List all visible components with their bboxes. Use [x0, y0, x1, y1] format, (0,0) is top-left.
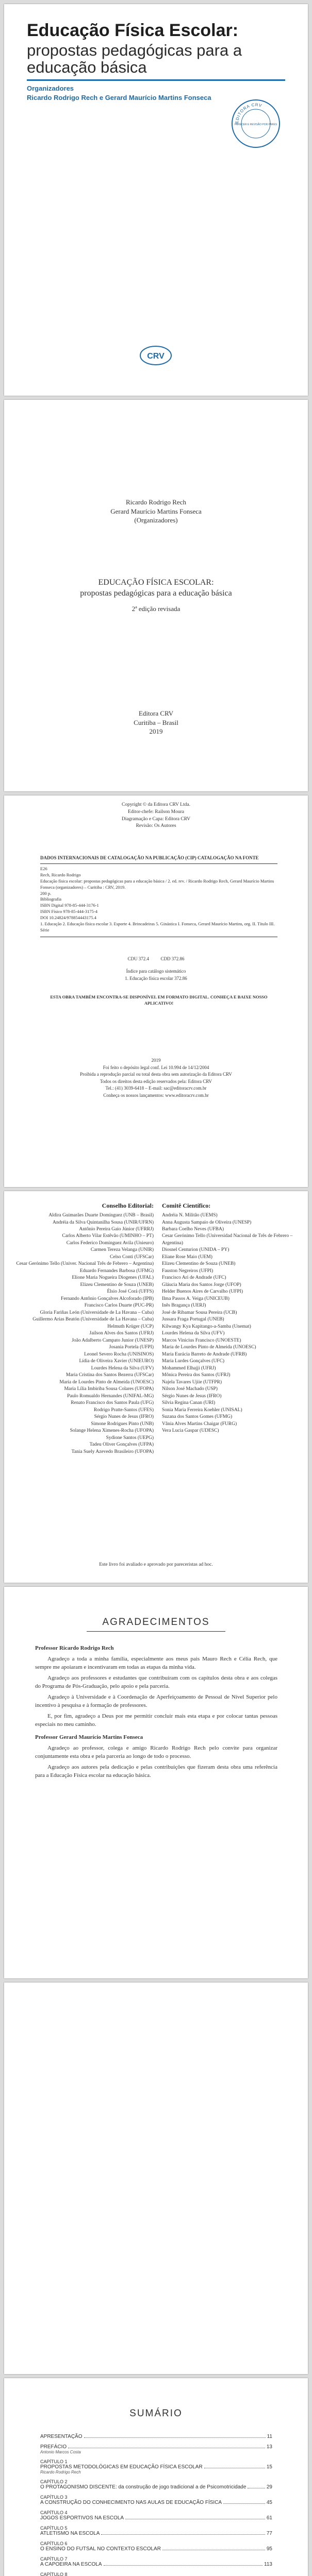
committee-member: Diosnel Centurion (UNIDA – PY) [162, 1247, 229, 1253]
committee-member: Inês Bragança (UERJ) [162, 1303, 206, 1309]
toc-entry[interactable] [40, 2572, 272, 2576]
editorial-member: Francisco Carlos Duarte (PUC-PR) [84, 1303, 154, 1309]
scientific-committee-title: Comitê Científico: [162, 1202, 211, 1209]
scientific-committee [162, 1201, 301, 1435]
editorial-member: Paulo Romualdo Hernandes (UNIFAL-MG) [67, 1393, 154, 1399]
committee-member: Maria Eurácia Barreto de Andrade (UFRB) [162, 1351, 247, 1357]
summary-title: SUMÁRIO [129, 2408, 183, 2419]
editorial-board [14, 1201, 154, 1455]
author-name: Ricardo Rodrigo Rech [126, 498, 186, 506]
acknowledgements-title: AGRADECIMENTOS [102, 1617, 210, 1628]
committee-member: Francisco Ari de Andrade (UFC) [162, 1275, 226, 1281]
copyright-lines [4, 802, 308, 830]
svg-text:PARECER E REVISÃO POR PARES: PARECER E REVISÃO POR PARES [234, 123, 277, 126]
toc-page-number: 13 [266, 2444, 272, 2450]
cdu-code: CDU 372.4 [127, 956, 149, 961]
publisher-info-line: Todos os direitos desta edição reservados pela: Editora CRV [100, 1078, 212, 1084]
committee-member: Vera Lucia Gaspar (UDESC) [162, 1428, 219, 1434]
toc-entry-title: ATLETISMO NA ESCOLA [40, 2531, 100, 2536]
toc-entry[interactable] [40, 2495, 272, 2505]
paragraph: E, por fim, agradeço a Deus por me permitir concluir mais esta etapa e por colocar tantas pessoas especiais no meu caminho. [35, 1713, 277, 1727]
editorial-member: Celso Conti (UFSCar) [110, 1254, 154, 1260]
index-title: Índice para catálogo sistemático [126, 969, 186, 974]
toc-entry[interactable] [40, 2510, 272, 2521]
toc-leader [104, 2565, 263, 2566]
toc-entry-title: O ENSINO DO FUTSAL NO CONTEXTO ESCOLAR [40, 2546, 161, 2552]
table-of-contents [40, 2434, 272, 2576]
editorial-member: Eduardo Fernandes Barbosa (UFMG) [79, 1268, 154, 1274]
committee-member: Suzana dos Santos Gomes (UFMG) [162, 1414, 233, 1420]
committee-member: Najela Tavares Ujiie (UTFPR) [162, 1379, 222, 1385]
committee-member: Lourdes Helena da Silva (UFV) [162, 1331, 225, 1336]
toc-chapter-number: CAPÍTULO 6 [40, 2541, 68, 2546]
toc-entry-authors: Ricardo Rodrigo Rech [40, 2470, 81, 2475]
title-underline [87, 1631, 225, 1632]
editorial-member: Aldira Guimarães Duarte Domínguez (UNB – Brasil) [48, 1213, 154, 1218]
cover-organizers-names: Ricardo Rodrigo Rech e Gerard Maurício Martins Fonseca [27, 94, 211, 101]
copyright-line: Diagramação e Capa: Editora CRV [121, 816, 191, 822]
acknowledgements-body [35, 1645, 277, 1783]
toc-chapter-number: CAPÍTULO 1 [40, 2459, 68, 2464]
editorial-member: Tadeu Oliver Gonçalves (UFPA) [89, 1442, 154, 1448]
cover-title: Educação Física Escolar: [27, 21, 239, 40]
editorial-member: Carmen Tereza Velanga (UNIR) [90, 1247, 154, 1253]
editorial-member: Elizeu Clementino de Souza (UNEB) [80, 1282, 154, 1287]
committee-member: Mônica Pereira dos Santos (UFRJ) [162, 1372, 231, 1378]
committee-member: Silvia Regina Canan (URI) [162, 1400, 216, 1406]
digital-notice: ESTA OBRA TAMBÉM ENCONTRA-SE DISPONÍVEL EM FORMATO DIGITAL. CONHEÇA E BAIXE NOSSO APLICATIVO! [50, 994, 268, 1006]
paragraph: Agradeço ao professor, colega e amigo Ricardo Rodrigo Rech pelo convite para organizar conjuntamente esta obra e pela parceria ao longo de todo o processo. [35, 1745, 277, 1760]
toc-chapter-number: CAPÍTULO 3 [40, 2495, 68, 2500]
toc-entry[interactable] [40, 2459, 272, 2475]
publisher-info-line: Foi feito o depósito legal conf. Lei 10.994 de 14/12/2004 [103, 1064, 209, 1070]
publisher-info-line: Proibida a reprodução parcial ou total desta obra sem autorização da Editora CRV [80, 1072, 232, 1077]
copyright-line: Copyright © da Editora CRV Ltda. [122, 802, 190, 807]
committee-member: Jussara Fraga Portugal (UNEB) [162, 1317, 224, 1323]
editorial-member: Lídia de Oliveira Xavier (UNIEURO) [79, 1359, 154, 1364]
editorial-member: Élsio José Corá (UFFS) [107, 1289, 154, 1295]
toc-leader [101, 2534, 265, 2535]
author-name: Gerard Maurício Martins Fonseca [110, 507, 202, 515]
editorial-member: Renato Francisco dos Santos Paula (UFG) [71, 1400, 154, 1406]
review-seal-icon [231, 99, 281, 148]
committee-member: Andréia N. Militão (UEMS) [162, 1213, 218, 1218]
editorial-member: Jailson Alves dos Santos (UFRJ) [89, 1331, 154, 1336]
editorial-member: Helmuth Krüger (UCP) [107, 1324, 154, 1329]
editorial-member: Carlos Alberto Vilar Estêvão (UMINHO – PT) [62, 1233, 154, 1239]
toc-entry[interactable] [40, 2526, 272, 2536]
committee-member: Sonia Maria Ferreira Koehler (UNISAL) [162, 1407, 242, 1413]
title-page [4, 400, 308, 791]
editorial-member: Cesar Gerónimo Tello (Univer. Nacional Três de Febrero – Argentina) [16, 1261, 154, 1267]
editorial-board-title: Conselho Editorial: [102, 1202, 154, 1209]
toc-entry-title: A CAPOEIRA NA ESCOLA [40, 2562, 102, 2567]
catalog-line: Educação física escolar: propostas pedagógicas para a educação básica / 2. ed. rev. / Ricardo Rodrigo Rech, Gerard Maurício Martins Fonseca (organizadores) – Curitiba : CRV, 2019. [40, 878, 274, 890]
publisher-city: Curitiba – Brasil [134, 718, 178, 726]
toc-entry-authors: Antonio Marcos Costa [40, 2450, 81, 2454]
toc-entry[interactable] [40, 2479, 272, 2490]
editorial-member: Antônio Pereira Gaio Júnior (UFRRJ) [79, 1227, 154, 1232]
cdd-code: CDD 372.86 [160, 956, 185, 961]
committee-member: Gláucia Maria dos Santos Jorge (UFOP) [162, 1282, 241, 1287]
toc-leader [223, 2503, 265, 2504]
editorial-member: Elione Maria Nogueira Diogenes (UFAL) [72, 1275, 154, 1281]
copyright-line: Editor-chefe: Railson Moura [127, 809, 185, 815]
toc-entry-title: APRESENTAÇÃO [40, 2434, 83, 2439]
toc-chapter-number: CAPÍTULO 8 [40, 2572, 68, 2576]
toc-entry-title: JOGOS ESPORTIVOS NA ESCOLA [40, 2515, 124, 2521]
committee-member: Elizeu Clementino de Souza (UNEB) [162, 1261, 236, 1267]
editorial-member: Carlos Federico Dominguez Avila (Unieuro) [66, 1240, 154, 1246]
catalog-line: Bibliografia [40, 896, 62, 902]
editorial-member: Lourdes Helena da Silva (UFV) [91, 1365, 154, 1371]
committee-member: Ilma Passos A. Veiga (UNICEUB) [162, 1296, 229, 1301]
committee-member: Cesar Gerónimo Tello (Universidad Nacional de Três de Febrero – Argentina) [162, 1233, 293, 1246]
catalog-line: Rech, Ricardo Rodrigo [40, 872, 81, 877]
editorial-member: João Adalberto Campato Junior (UNESP) [72, 1337, 154, 1343]
committee-member: Vânia Alves Martins Chaigar (FURG) [162, 1421, 237, 1427]
committee-member: Marcos Vinicius Francisco (UNOESTE) [162, 1337, 241, 1343]
editorial-member: Rodrigo Pratte-Santos (UFES) [93, 1407, 154, 1413]
editorial-member: Guillermo Arias Beatón (Universidade de La Havana – Cuba) [32, 1317, 154, 1323]
committee-member: Kilwangy Kya Kapitango-a-Samba (Unemat) [162, 1324, 251, 1329]
committee-member: Eliane Rose Maio (UEM) [162, 1254, 212, 1260]
title-page-heading [4, 578, 308, 599]
toc-chapter-number: CAPÍTULO 4 [40, 2510, 68, 2515]
committee-member: Fauston Negreiros (UFPI) [162, 1268, 214, 1274]
toc-page-number: 11 [267, 2434, 272, 2439]
committee-member: Sérgio Nunes de Jesus (IFRO) [162, 1393, 222, 1399]
editorial-member: Simone Rodrigues Pinto (UNB) [91, 1421, 154, 1427]
editorial-member: Gloria Fariñas León (Universidade de La Havana – Cuba) [40, 1310, 154, 1315]
copyright-line: Revisão: Os Autores [136, 823, 176, 829]
cover-divider [27, 79, 285, 81]
book-subtitle: propostas pedagógicas para a educação básica [80, 588, 232, 598]
editorial-member: Maria Lília Imbiriba Sousa Colares (UFOPA) [64, 1386, 154, 1392]
toc-page-number: 61 [266, 2515, 272, 2521]
toc-entry-title: PREFÁCIO [40, 2444, 67, 2450]
editorial-member: Sérgio Nunes de Jesus (IFRO) [94, 1414, 154, 1420]
toc-page-number: 95 [266, 2546, 272, 2552]
title-page-authors [4, 498, 308, 525]
publisher-info-line: 2019 [151, 1058, 161, 1063]
svg-text:EDITORA CRV: EDITORA CRV [234, 102, 263, 124]
committee-member: Helder Buenos Aires de Carvalho (UFPI) [162, 1289, 243, 1295]
svg-text:CRV: CRV [147, 352, 165, 361]
book-title: EDUCAÇÃO FÍSICA ESCOLAR: [98, 578, 214, 587]
boards-page [4, 1191, 308, 1583]
edition: 2ª edição revisada [132, 605, 180, 613]
toc-entry-title: O PROTAGONISMO DISCENTE: da construção de jogo tradicional a de Psicomotricidade [40, 2484, 247, 2490]
copyright-page [4, 795, 308, 1187]
cover-subtitle: propostas pedagógicas para a educação básica [27, 41, 242, 76]
acknowledgements-page [4, 1587, 308, 1978]
toc-chapter-number: CAPÍTULO 7 [40, 2556, 68, 2562]
editorial-member: Solange Helena Ximenes-Rocha (UFOPA) [70, 1428, 154, 1434]
toc-entry-title: A CONSTRUÇÃO DO CONHECIMENTO NAS AULAS DE EDUCAÇÃO FÍSICA [40, 2500, 222, 2505]
toc-entry[interactable] [40, 2541, 272, 2552]
catalog-line: 1. Educação 2. Educação física escolar 3. Esporte 4. Brincadeiras 5. Ginástica I. Fonseca, Gerard Maurício Martins, org. II. Título III. Série [40, 921, 275, 933]
catalog-codes [4, 956, 308, 961]
toc-page-number: 29 [266, 2484, 272, 2490]
paragraph: Agradeço à Universidade e à Coordenação de Aperfeiçoamento de Pessoal de Nível Superior pelo incentivo à pesquisa e à formação de professores. [35, 1693, 277, 1708]
publication-year: 2019 [149, 727, 163, 736]
publisher-info-line: Tel.: (41) 3039-6418 – E-mail: sac@editoracrv.com.br [105, 1086, 207, 1091]
cover-organizers-label: Organizadores [27, 84, 74, 92]
blank-page [4, 1982, 308, 2374]
publisher-name: Editora CRV [138, 709, 174, 717]
editorial-member: Sydione Santos (UEPG) [106, 1435, 154, 1440]
catalog-line: 200 p. [40, 890, 52, 896]
toc-page-number: 45 [266, 2500, 272, 2505]
publisher-block [4, 709, 308, 736]
committee-member: Nilson José Machado (USP) [162, 1386, 218, 1392]
editorial-member: Maria de Lourdes Pinto de Almeida (UNOESC) [59, 1379, 154, 1385]
paragraph: Agradeço aos professores e estudantes que contribuíram com os capítulos desta obra e aos colegas do Programa de Pós-Graduação, pelo apoio e pela parceria. [35, 1674, 277, 1689]
cover-page [4, 4, 308, 396]
toc-entry[interactable] [40, 2444, 272, 2454]
catalog-record [40, 863, 277, 937]
committee-member: Anna Augusta Sampaio de Oliveira (UNESP) [162, 1219, 252, 1225]
editorial-member: Tania Suely Azevedo Brasileiro (UFOPA) [71, 1449, 154, 1454]
committee-member: Barbara Coelho Neves (UFBA) [162, 1227, 224, 1232]
catalog-line: E26 [40, 866, 47, 871]
index-entry: 1. Educação física escolar 372.86 [125, 976, 187, 981]
toc-chapter-number: CAPÍTULO 2 [40, 2479, 68, 2484]
toc-entry[interactable] [40, 2434, 272, 2439]
catalog-line: DOI 10.24824/978854443175.4 [40, 915, 96, 921]
publisher-info-line: Conheça os nossos lançamentos: www.editoracrv.com.br [103, 1092, 209, 1098]
toc-entry-title: PROPOSTAS METODOLÓGICAS EM EDUCAÇÃO FÍSICA ESCOLAR [40, 2464, 203, 2470]
review-note: Este livro foi avaliado e aprovado por pareceristas ad hoc. [99, 1562, 213, 1567]
editorial-member: Leonel Severo Rocha (UNISINOS) [84, 1351, 154, 1357]
committee-member: Maria de Lourdes Pinto de Almeida (UNOESC) [162, 1345, 256, 1350]
committee-member: José de Ribamar Sousa Pereira (UCB) [162, 1310, 237, 1315]
catalog-line: ISBN Digital 978-85-444-3176-1 [40, 903, 99, 908]
toc-page-number: 77 [266, 2531, 272, 2536]
toc-leader [84, 2437, 266, 2438]
ack-heading: Professor Ricardo Rodrigo Rech [35, 1645, 114, 1651]
paragraph: Agradeço aos autores pela dedicação e pelas contribuições que fizeram desta obra uma referência para a Educação Física escolar na educação básica. [35, 1764, 277, 1779]
publisher-info [4, 1057, 308, 1099]
toc-page-number: 113 [264, 2562, 272, 2567]
crv-logo-icon [139, 345, 172, 366]
catalog-title: DADOS INTERNACIONAIS DE CATALOGAÇÃO NA PUBLICAÇÃO (CIP) CATALOGAÇÃO NA FONTE [40, 855, 259, 860]
toc-page-number: 15 [266, 2464, 272, 2470]
catalog-line: ISBN Físico 978-85-444-3175-4 [40, 909, 97, 914]
editorial-member: Andréia da Silva Quintanilha Sousa (UNIR/UFRN) [52, 1219, 154, 1225]
ack-heading: Professor Gerard Maurício Martins Fonseca [35, 1734, 143, 1741]
toc-entry[interactable] [40, 2556, 272, 2567]
editorial-member: Maria Cristina dos Santos Bezerra (UFSCar) [65, 1372, 154, 1378]
editorial-member: Fernando Antônio Gonçalves Alcoforado (IPB) [61, 1296, 154, 1301]
committee-member: Mohammed Elhajji (UFRJ) [162, 1365, 216, 1371]
organizers-note: (Organizadores) [134, 516, 178, 524]
editorial-member: Josania Portela (UFPI) [109, 1345, 154, 1350]
summary-page-1 [4, 2378, 308, 2576]
paragraph: Agradeço a toda a minha família, especialmente aos meus pais Mauro Rech e Célia Rech, que sempre me apoiaram e incentivaram em todas as etapas da minha vida. [35, 1655, 277, 1670]
committee-member: Maria Lurdes Gonçalves (UFC) [162, 1359, 225, 1364]
toc-chapter-number: CAPÍTULO 5 [40, 2526, 68, 2531]
